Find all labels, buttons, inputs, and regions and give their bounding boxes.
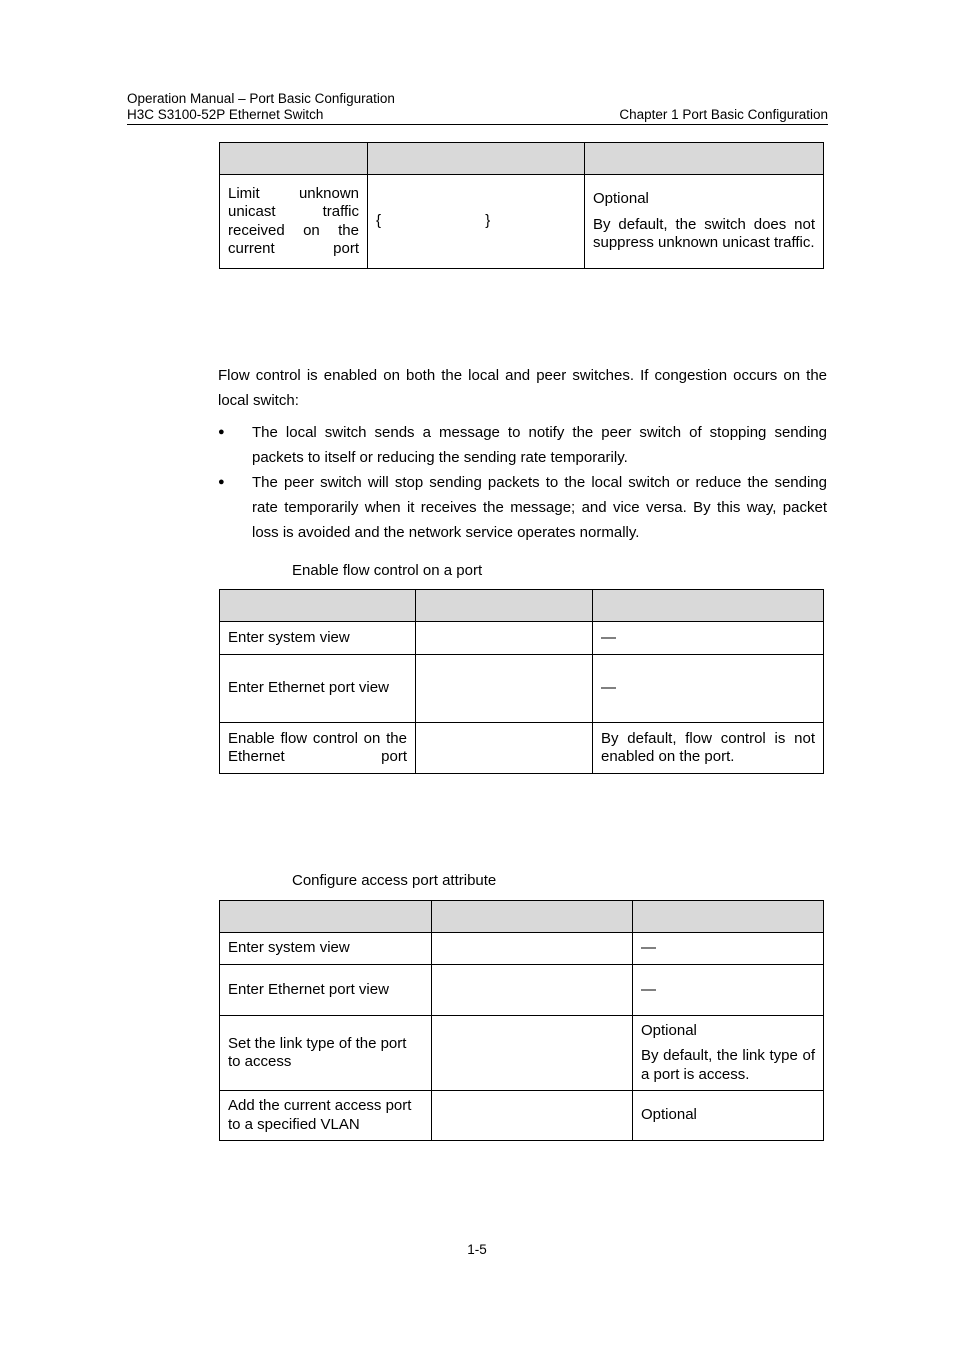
operation-cell: Set the link type of the port to access [220, 1016, 432, 1091]
page-number: 1-5 [467, 1242, 487, 1257]
header-cell [432, 901, 633, 933]
command-cell [416, 655, 593, 723]
access-port-table-caption: Configure access port attribute [292, 872, 497, 889]
table-row [220, 1091, 824, 1141]
table-row [220, 655, 824, 723]
flow-control-table [219, 589, 824, 774]
command-cell [416, 622, 593, 655]
table-header-row [220, 901, 824, 933]
remarks-cell: — [593, 622, 824, 655]
remarks-cell: — [633, 965, 824, 1016]
access-port-table [219, 900, 824, 1141]
header-product-name: H3C S3100-52P Ethernet Switch [127, 107, 324, 122]
table-row [220, 933, 824, 965]
header-cell [416, 590, 593, 622]
unicast-suppression-table [219, 142, 824, 269]
operation-cell: Enable flow control on the Ethernet port [220, 723, 416, 774]
operation-cell: Enter system view [220, 622, 416, 655]
table-row [220, 723, 824, 774]
remarks-cell [585, 175, 824, 269]
bullet-dot-icon: ● [218, 476, 225, 488]
bullet-text: The local switch sends a message to notify the peer switch of stopping sending packets to itself or reducing the sending rate temporarily. [252, 424, 827, 466]
remarks-cell: By default, flow control is not enabled on the port. [593, 723, 824, 774]
table-header-row [220, 143, 824, 175]
bullet-item [218, 420, 827, 470]
command-cell [432, 1091, 633, 1141]
bullet-text: The peer switch will stop sending packets to the local switch or reduce the sending rate temporarily when it receives the message; and vice versa. By this way, packet loss is avoided and the network service operates normally. [252, 474, 827, 541]
header-cell [220, 143, 368, 175]
header-cell [593, 590, 824, 622]
remarks-optional: Optional [641, 1021, 697, 1039]
header-cell [220, 590, 416, 622]
command-cell [432, 965, 633, 1016]
header-manual-title: Operation Manual – Port Basic Configuration [127, 91, 395, 106]
table-header-row [220, 590, 824, 622]
flow-control-table-caption: Enable flow control on a port [292, 562, 483, 579]
operation-cell: Limit unknown unicast traffic received on the current port [220, 175, 368, 269]
operation-cell: Enter system view [220, 933, 432, 965]
command-cell: { } [368, 175, 585, 269]
header-cell [368, 143, 585, 175]
remarks-optional: Optional [593, 190, 649, 208]
header-cell [585, 143, 824, 175]
table-row [220, 965, 824, 1016]
table-row [220, 622, 824, 655]
operation-cell: Add the current access port to a specified VLAN [220, 1091, 432, 1141]
remarks-cell: — [633, 933, 824, 965]
header-rule [127, 124, 828, 125]
command-cell [432, 933, 633, 965]
flow-control-intro: Flow control is enabled on both the local and peer switches. If congestion occurs on the local switch: [218, 367, 827, 409]
bullet-dot-icon: ● [218, 426, 225, 438]
operation-cell: Enter Ethernet port view [220, 965, 432, 1016]
operation-cell: Enter Ethernet port view [220, 655, 416, 723]
table-row [220, 1016, 824, 1091]
remarks-cell: Optional [633, 1091, 824, 1141]
command-cell [416, 723, 593, 774]
remarks-default: By default, the switch does not suppress unknown unicast traffic. [593, 215, 815, 252]
header-cell [633, 901, 824, 933]
command-cell [432, 1016, 633, 1091]
table-row [220, 175, 824, 269]
remarks-cell [633, 1016, 824, 1091]
header-cell [220, 901, 432, 933]
header-chapter-title: Chapter 1 Port Basic Configuration [619, 107, 828, 122]
remarks-cell: — [593, 655, 824, 723]
bullet-item [218, 470, 827, 545]
remarks-default: By default, the link type of a port is access. [641, 1047, 815, 1083]
